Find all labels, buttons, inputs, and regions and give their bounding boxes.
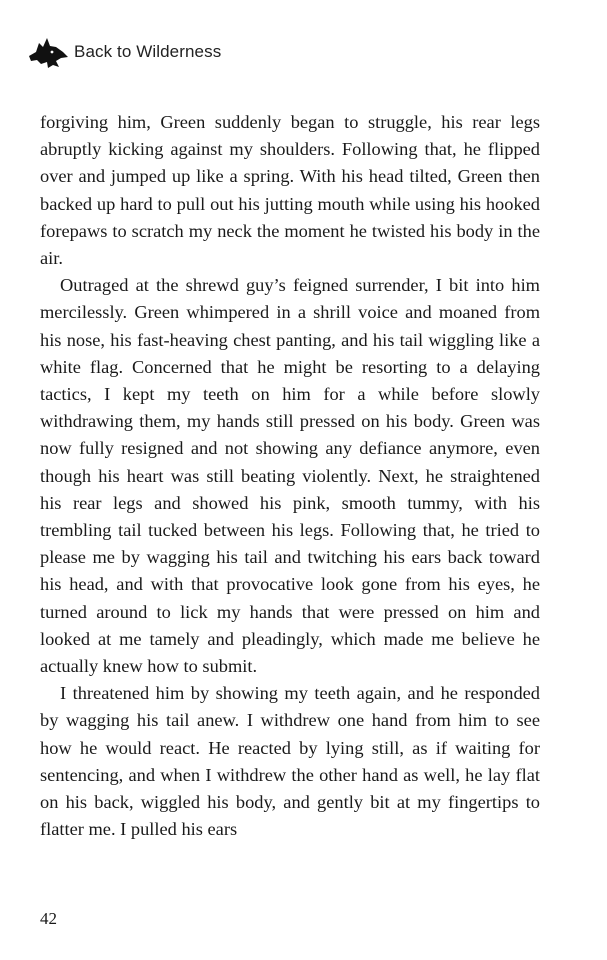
book-title: Back to Wilderness [74, 42, 222, 61]
paragraph-continued: forgiving him, Green suddenly began to struggle, his rear legs abruptly kicking against my shoulders. Following that, he flipped over and jumped up like a spring. With his head tilted, Green then backed up hard to pull out his jutting mouth while using his hooked forepaws to scratch my neck the moment he twisted his body in the air. [40, 112, 540, 269]
paragraph: Outraged at the shrewd guy’s feigned surrender, I bit into him mercilessly. Green whimpered in a shrill voice and moaned from his nose, his fast-heaving chest panting, and his tail wiggling like a white flag. Concerned that he might be resorting to a delaying tactics, I kept my teeth on him for a while before slowly withdrawing them, my hands still pressed on his body. Green was now fully resigned and not showing any defiance anymore, even though his heart was still beating violently. Next, he straightened his rear legs and showed his pink, smooth tummy, with his trembling tail tucked between his legs. Following that, he tried to please me by wagging his tail and twitching his ears back toward his head, and with that provocative look gone from his eyes, he turned around to lick my hands that were pressed on him and looked at me tamely and pleadingly, which made me believe he actually knew how to submit. [40, 275, 540, 677]
paragraph: I threatened him by showing my teeth again, and he responded by wagging his tail anew. I withdrew one hand from him to see how he would react. He reacted by lying still, as if waiting for sentencing, and when I withdrew the other hand as well, he lay flat on his back, wiggled his body, and gently bit at my fingertips to flatter me. I pulled his ears [40, 683, 540, 840]
page-number: 42 [40, 909, 57, 928]
page-body-text [40, 109, 540, 843]
wolf-head-icon [26, 34, 70, 70]
running-header [26, 34, 221, 70]
